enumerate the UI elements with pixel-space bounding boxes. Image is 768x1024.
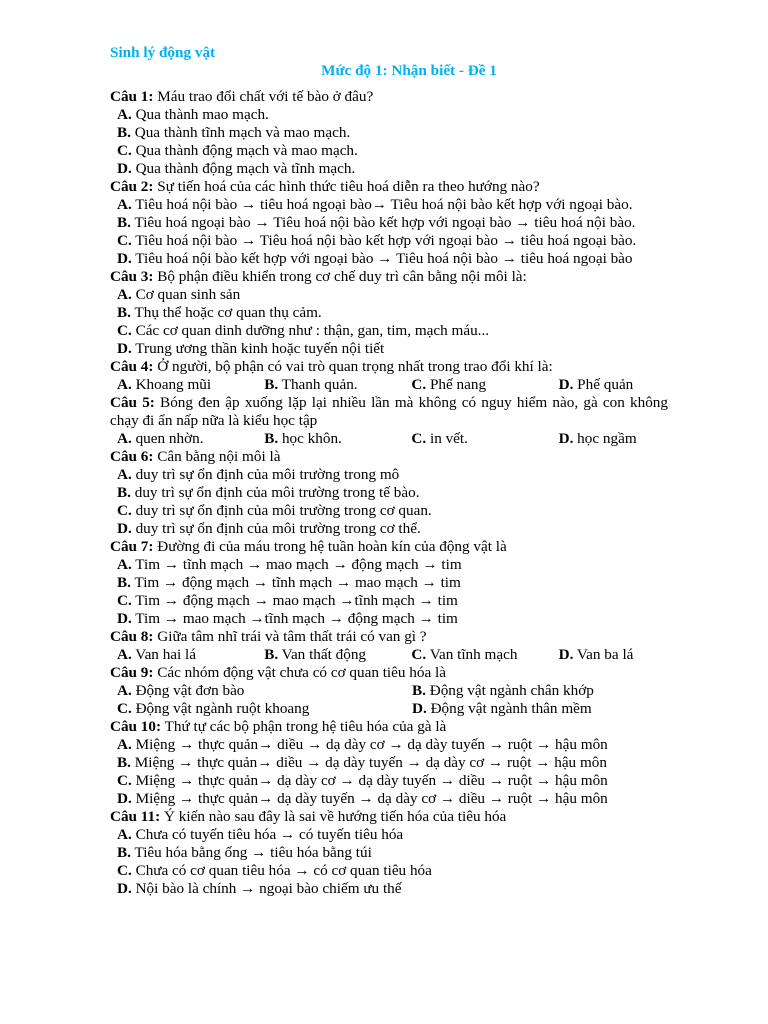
answer-option-letter: D. (558, 376, 574, 393)
answer-option-text: Van ba lá (573, 646, 634, 663)
answer-options-row (110, 682, 668, 718)
answer-option-letter: C. (117, 502, 132, 519)
answer-option (110, 574, 668, 592)
answer-option (411, 646, 558, 664)
answer-option-letter: A. (117, 646, 132, 663)
question-stem (110, 178, 668, 196)
answer-option-letter: B. (117, 844, 131, 861)
question-number: Câu 11: (110, 808, 161, 825)
question-block (110, 88, 668, 178)
answer-option-text: Qua thành động mạch và mao mạch. (131, 142, 358, 159)
answer-option-letter: B. (117, 214, 131, 231)
answer-option-text: Động vật ngành thân mềm (426, 700, 592, 717)
document-level-title: Mức độ 1: Nhận biết - Đề 1 (321, 62, 497, 79)
answer-option (264, 376, 411, 394)
answer-option-text: Tim → mao mạch →tĩnh mạch → động mạch → tim (131, 610, 458, 627)
answer-option-letter: C. (117, 700, 132, 717)
answer-option-text: Tiêu hoá nội bào → tiêu hoá ngoại bào→ Tiêu hoá nội bào kết hợp với ngoại bào. (131, 196, 633, 213)
answer-option-letter: D. (117, 610, 132, 627)
answer-option-text: Chưa có cơ quan tiêu hóa → có cơ quan tiêu hóa (131, 862, 432, 879)
answer-options-row (110, 430, 668, 448)
answer-option-text: Khoang mũi (131, 376, 212, 393)
question-text: Ý kiến nào sau đây là sai về hướng tiến hóa của tiêu hóa (160, 808, 507, 825)
answer-option-text: Thanh quản. (278, 376, 358, 393)
document-subject: Sinh lý động vật (110, 44, 216, 61)
answer-option-letter: D. (117, 340, 132, 357)
question-text: Thứ tự các bộ phận trong hệ tiêu hóa của gà là (161, 718, 447, 735)
answer-option-text: Van hai lá (131, 646, 197, 663)
answer-option-text: quen nhờn. (131, 430, 204, 447)
question-text: Cân bằng nội môi là (153, 448, 281, 465)
answer-option (110, 466, 668, 484)
answer-option-letter: B. (117, 124, 131, 141)
answer-option-text: duy trì sự ổn định của môi trường trong tế bào. (130, 484, 420, 501)
question-number: Câu 10: (110, 718, 162, 735)
answer-option (117, 682, 412, 700)
answer-option-letter: C. (117, 862, 132, 879)
question-text: Các nhóm động vật chưa có cơ quan tiêu hóa là (153, 664, 446, 681)
question-number: Câu 1: (110, 88, 154, 105)
question-number: Câu 6: (110, 448, 154, 465)
answer-option-letter: D. (117, 880, 132, 897)
answer-option (110, 322, 668, 340)
question-block (110, 538, 668, 628)
answer-option (110, 592, 668, 610)
answer-option-text: duy trì sự ổn định của môi trường trong cơ quan. (131, 502, 432, 519)
answer-option (110, 844, 668, 862)
answer-option-text: Qua thành động mạch và tĩnh mạch. (131, 160, 356, 177)
answer-options-row (110, 376, 668, 394)
answer-option-letter: C. (411, 430, 427, 447)
answer-option (559, 646, 668, 664)
answer-option-text: Động vật ngành chân khớp (425, 682, 594, 699)
answer-option (110, 232, 668, 250)
answer-option-letter: D. (117, 250, 132, 267)
answer-option (110, 484, 668, 502)
question-text: Đường đi của máu trong hệ tuần hoàn kín của động vật là (153, 538, 507, 555)
answer-option-text: Miệng → thực quản→ diều → dạ dày tuyến → dạ dày cơ → ruột → hậu môn (130, 754, 607, 771)
answer-option-letter: D. (558, 646, 574, 663)
question-block (110, 268, 668, 358)
question-block (110, 664, 668, 718)
answer-option-letter: C. (411, 376, 427, 393)
answer-option (117, 376, 264, 394)
answer-option (411, 430, 558, 448)
question-block (110, 808, 668, 898)
answer-option-letter: C. (117, 592, 132, 609)
answer-option-text: Qua thành tĩnh mạch và mao mạch. (130, 124, 351, 141)
answer-option-letter: B. (264, 646, 279, 663)
answer-option-letter: A. (117, 682, 132, 699)
question-stem (110, 358, 668, 376)
question-number: Câu 9: (110, 664, 154, 681)
answer-option (411, 376, 558, 394)
answer-option-text: Thụ thể hoặc cơ quan thụ cảm. (130, 304, 322, 321)
answer-option-letter: D. (558, 430, 574, 447)
answer-option-text: Tiêu hoá nội bào → Tiêu hoá nội bào kết hợp với ngoại bào → tiêu hoá ngoại bào. (131, 232, 637, 249)
answer-option-text: Qua thành mao mạch. (131, 106, 269, 123)
question-text: Bóng đen ập xuống lặp lại nhiều lần mà không có nguy hiểm nào, gà con không chạy đi ẩn nấp nữa là kiểu học tập (110, 394, 668, 429)
answer-option-letter: C. (117, 232, 132, 249)
answer-option-letter: B. (117, 754, 131, 771)
answer-option (412, 700, 667, 718)
answer-option (110, 286, 668, 304)
answer-option-letter: D. (412, 700, 427, 717)
answer-option-text: học ngầm (573, 430, 637, 447)
answer-option-letter: A. (117, 106, 132, 123)
answer-option (110, 520, 668, 538)
answer-option-letter: C. (117, 772, 132, 789)
answer-option (110, 340, 668, 358)
answer-option (559, 430, 668, 448)
answer-options-row (110, 646, 668, 664)
answer-option-text: Các cơ quan dinh dưỡng như : thận, gan, tim, mạch máu... (131, 322, 490, 339)
answer-option-text: duy trì sự ổn định của môi trường trong mô (131, 466, 400, 483)
answer-option-letter: B. (117, 484, 131, 501)
answer-option-text: Tiêu hóa bằng ống → tiêu hóa bằng túi (130, 844, 372, 861)
answer-option (110, 754, 668, 772)
answer-option-text: Tiêu hoá ngoại bào → Tiêu hoá nội bào kết hợp với ngoại bào → tiêu hoá nội bào. (130, 214, 636, 231)
answer-option-letter: C. (411, 646, 427, 663)
question-block (110, 358, 668, 394)
answer-option (110, 124, 668, 142)
answer-option-text: Cơ quan sinh sản (131, 286, 241, 303)
answer-option-text: duy trì sự ổn định của môi trường trong cơ thể. (131, 520, 421, 537)
answer-option-text: Tim → tĩnh mạch → mao mạch → động mạch → tim (131, 556, 462, 573)
answer-option (110, 142, 668, 160)
question-number: Câu 8: (110, 628, 154, 645)
question-stem (110, 268, 668, 286)
question-number: Câu 4: (110, 358, 154, 375)
answer-option-text: Động vật ngành ruột khoang (131, 700, 310, 717)
answer-option (264, 646, 411, 664)
answer-option-text: Nội bào là chính → ngoại bào chiếm ưu thế (131, 880, 402, 897)
answer-option-text: Phế quản (573, 376, 634, 393)
answer-option-letter: A. (117, 430, 132, 447)
question-block (110, 448, 668, 538)
answer-option-text: in vết. (426, 430, 468, 447)
answer-option-letter: B. (264, 430, 279, 447)
answer-option (117, 430, 264, 448)
question-text: Giữa tâm nhĩ trái và tâm thất trái có van gì ? (153, 628, 427, 645)
answer-option-letter: A. (117, 376, 132, 393)
answer-option-text: Tiêu hoá nội bào kết hợp với ngoại bào → Tiêu hoá nội bào → tiêu hoá ngoại bào (131, 250, 633, 267)
answer-option (110, 736, 668, 754)
answer-option (110, 502, 668, 520)
answer-option-text: Tim → động mạch → mao mạch →tĩnh mạch → tim (131, 592, 458, 609)
answer-option-letter: A. (117, 736, 132, 753)
question-stem (110, 448, 668, 466)
answer-option-letter: D. (117, 790, 132, 807)
answer-option (110, 250, 668, 268)
answer-option-text: Miệng → thực quản→ diều → dạ dày cơ → dạ dày tuyến → ruột → hậu môn (131, 736, 608, 753)
question-stem (110, 628, 668, 646)
question-stem (110, 538, 668, 556)
answer-option (117, 700, 412, 718)
answer-option (110, 826, 668, 844)
question-text: Máu trao đổi chất với tế bào ở đâu? (153, 88, 374, 105)
answer-option (110, 160, 668, 178)
question-text: Sự tiến hoá của các hình thức tiêu hoá diễn ra theo hướng nào? (153, 178, 540, 195)
question-block (110, 718, 668, 808)
question-number: Câu 3: (110, 268, 154, 285)
question-list (110, 88, 668, 898)
answer-option-text: học khôn. (278, 430, 342, 447)
answer-option-text: Miệng → thực quản→ dạ dày tuyến → dạ dày cơ → diều → ruột → hậu môn (131, 790, 608, 807)
answer-option (110, 196, 668, 214)
question-stem (110, 808, 668, 826)
answer-option (110, 790, 668, 808)
answer-option (110, 304, 668, 322)
answer-option-text: Động vật đơn bào (131, 682, 245, 699)
answer-option-letter: C. (117, 142, 132, 159)
answer-option-text: Miệng → thực quản→ dạ dày cơ → dạ dày tuyến → diều → ruột → hậu môn (131, 772, 608, 789)
answer-option-letter: A. (117, 466, 132, 483)
answer-option (110, 556, 668, 574)
answer-option-text: Van tĩnh mạch (426, 646, 518, 663)
answer-option-text: Phế nang (426, 376, 487, 393)
answer-option-letter: D. (117, 520, 132, 537)
answer-option (110, 772, 668, 790)
answer-option (110, 880, 668, 898)
question-text: Ở người, bộ phận có vai trò quan trọng nhất trong trao đổi khí là: (153, 358, 553, 375)
answer-option-letter: B. (117, 574, 131, 591)
answer-option-text: Van thất động (278, 646, 367, 663)
answer-option (110, 610, 668, 628)
question-block (110, 628, 668, 664)
question-stem (110, 664, 668, 682)
question-number: Câu 7: (110, 538, 154, 555)
question-stem (110, 88, 668, 106)
answer-option (110, 106, 668, 124)
question-block (110, 178, 668, 268)
question-stem (110, 394, 668, 430)
answer-option-letter: B. (117, 304, 131, 321)
answer-option (559, 376, 668, 394)
answer-option (110, 862, 668, 880)
answer-option (264, 430, 411, 448)
answer-option-letter: C. (117, 322, 132, 339)
question-block (110, 394, 668, 448)
answer-option-text: Trung ương thần kinh hoặc tuyến nội tiết (131, 340, 385, 357)
question-text: Bộ phận điều khiển trong cơ chế duy trì cân bằng nội môi là: (153, 268, 527, 285)
answer-option-letter: B. (264, 376, 279, 393)
answer-option-letter: A. (117, 556, 132, 573)
answer-option (117, 646, 264, 664)
answer-option-text: Chưa có tuyến tiêu hóa → có tuyến tiêu hóa (131, 826, 404, 843)
question-number: Câu 2: (110, 178, 154, 195)
answer-option (110, 214, 668, 232)
answer-option-letter: A. (117, 286, 132, 303)
answer-option (412, 682, 667, 700)
question-stem (110, 718, 668, 736)
answer-option-letter: D. (117, 160, 132, 177)
answer-option-text: Tim → động mạch → tĩnh mạch → mao mạch → tim (130, 574, 461, 591)
answer-option-letter: A. (117, 196, 132, 213)
question-number: Câu 5: (110, 394, 155, 411)
answer-option-letter: A. (117, 826, 132, 843)
answer-option-letter: B. (412, 682, 426, 699)
